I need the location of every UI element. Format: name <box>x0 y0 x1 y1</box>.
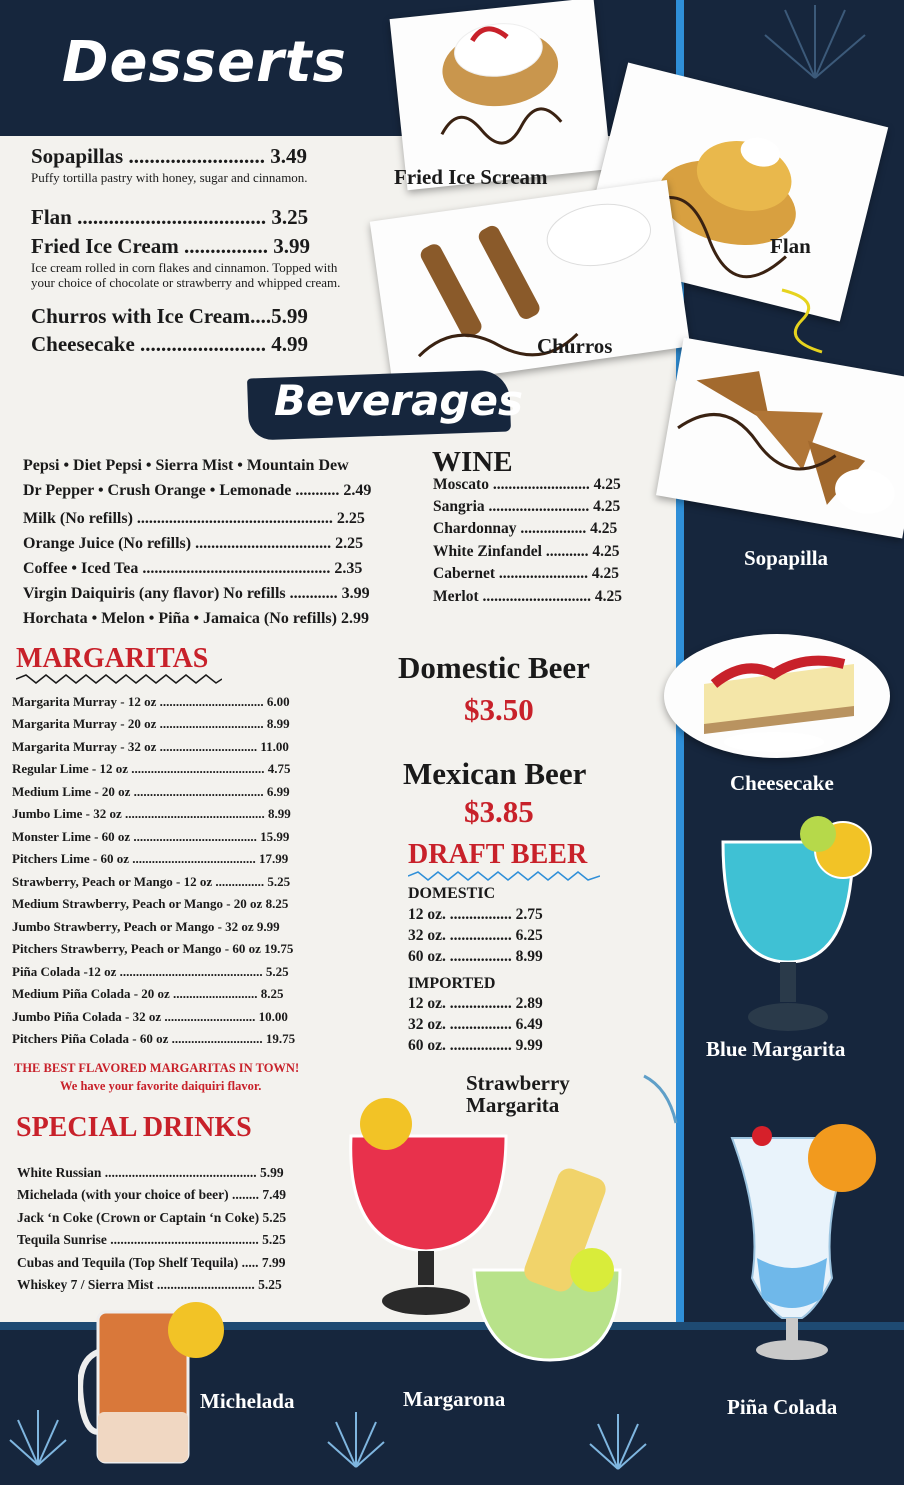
mexican-beer-price: $3.85 <box>464 794 534 829</box>
zigzag-divider <box>16 674 222 684</box>
cheesecake-plate <box>664 634 890 758</box>
dessert-item: Fried Ice Cream ................ 3.99 <box>31 234 310 258</box>
wine-item: Chardonnay ................. 4.25 <box>433 520 618 537</box>
margarita-item: Pitchers Lime - 60 oz ...................................... 17.99 <box>12 851 289 866</box>
draft-item: 12 oz. ................ 2.89 <box>408 995 543 1012</box>
photo-label-churros: Churros <box>537 334 613 358</box>
margarita-item: Jumbo Lime - 32 oz ........................................... 8.99 <box>12 806 291 821</box>
domestic-beer-heading: Domestic Beer <box>398 650 590 685</box>
swirl-icon <box>772 280 832 360</box>
margarita-item: Medium Piña Colada - 20 oz .......................... 8.25 <box>12 986 284 1001</box>
margarita-item: Margarita Murray - 20 oz ................................ 8.99 <box>12 716 290 731</box>
special-drink-item: Tequila Sunrise ............................................ 5.25 <box>17 1232 286 1247</box>
margarita-item: Margarita Murray - 12 oz ................................ 6.00 <box>12 694 290 709</box>
margarita-item: Piña Colada -12 oz ............................................ 5.25 <box>12 964 289 979</box>
wine-item: White Zinfandel ........... 4.25 <box>433 543 620 560</box>
agave-icon <box>588 1404 648 1474</box>
desserts-heading: Desserts <box>62 30 347 95</box>
beverage-line: Pepsi • Diet Pepsi • Sierra Mist • Mountain Dew <box>23 457 349 474</box>
wine-item: Moscato ......................... 4.25 <box>433 476 621 493</box>
wine-item: Merlot ............................ 4.25 <box>433 588 622 605</box>
draft-item: 12 oz. ................ 2.75 <box>408 906 543 923</box>
promo-line: THE BEST FLAVORED MARGARITAS IN TOWN! <box>14 1061 300 1075</box>
margaritas-heading: MARGARITAS <box>16 643 209 674</box>
photo-label-fried-ice-scream: Fried Ice Scream <box>394 165 548 189</box>
special-drinks-heading: SPECIAL DRINKS <box>16 1112 252 1143</box>
dessert-item: Cheesecake ........................ 4.99 <box>31 332 309 356</box>
special-drink-item: Whiskey 7 / Sierra Mist ............................. 5.25 <box>17 1277 282 1292</box>
beverage-line: Dr Pepper • Crush Orange • Lemonade ........... 2.49 <box>23 482 372 499</box>
draft-domestic-label: DOMESTIC <box>408 885 496 902</box>
cheesecake-illustration <box>664 634 890 758</box>
photo-label-blue-margarita: Blue Margarita <box>706 1037 846 1061</box>
agave-icon <box>326 1402 386 1472</box>
photo-label-strawberry-margarita: Margarita <box>466 1093 560 1117</box>
dessert-description: Puffy tortilla pastry with honey, sugar and cinnamon. <box>31 170 308 185</box>
beverages-heading: Beverages <box>274 376 523 425</box>
blue-margarita-illustration <box>718 812 878 1044</box>
margarita-item: Monster Lime - 60 oz ...................................... 15.99 <box>12 829 290 844</box>
agave-icon <box>8 1400 68 1470</box>
margarita-item: Strawberry, Peach or Mango - 12 oz ............... 5.25 <box>12 874 291 889</box>
wine-heading: WINE <box>432 446 513 478</box>
margarita-item: Medium Lime - 20 oz ........................................ 6.99 <box>12 784 290 799</box>
photo-label-pina-colada: Piña Colada <box>727 1395 838 1419</box>
photo-label-cheesecake: Cheesecake <box>730 771 834 795</box>
dessert-description: Ice cream rolled in corn flakes and cinnamon. Topped with your choice of chocolate or strawberry and whipped cream. <box>31 260 341 290</box>
fried-ice-cream-plate <box>390 0 612 190</box>
photo-label-flan: Flan <box>770 234 811 258</box>
pina-colada-illustration <box>722 1108 882 1364</box>
margarita-item: Jumbo Strawberry, Peach or Mango - 32 oz 9.99 <box>12 919 280 934</box>
beverage-line: Horchata • Melon • Piña • Jamaica (No refills) 2.99 <box>23 610 369 627</box>
draft-item: 60 oz. ................ 9.99 <box>408 1037 543 1054</box>
wine-item: Cabernet ....................... 4.25 <box>433 565 619 582</box>
draft-item: 32 oz. ................ 6.25 <box>408 927 543 944</box>
dessert-item: Sopapillas .......................... 3.49 <box>31 144 307 168</box>
margarita-item: Jumbo Piña Colada - 32 oz ............................ 10.00 <box>12 1009 288 1024</box>
special-drink-item: Michelada (with your choice of beer) ........ 7.49 <box>17 1187 286 1202</box>
churros-illustration <box>370 180 690 388</box>
mexican-beer-heading: Mexican Beer <box>403 756 587 791</box>
domestic-beer-price: $3.50 <box>464 692 534 727</box>
photo-label-margarona: Margarona <box>403 1387 506 1411</box>
wine-item: Sangria .......................... 4.25 <box>433 498 621 515</box>
beverage-line: Virgin Daiquiris (any flavor) No refills ............ 3.99 <box>23 585 370 602</box>
fried-ice-cream-illustration <box>390 0 612 190</box>
beverage-line: Orange Juice (No refills) .................................. 2.25 <box>23 535 364 552</box>
draft-item: 32 oz. ................ 6.49 <box>408 1016 543 1033</box>
margarita-item: Pitchers Strawberry, Peach or Mango - 60 oz 19.75 <box>12 941 294 956</box>
photo-label-strawberry-margarita: Strawberry <box>466 1071 570 1095</box>
special-drink-item: White Russian ............................................. 5.99 <box>17 1165 284 1180</box>
margarona-illustration <box>470 1160 646 1370</box>
beverage-line: Coffee • Iced Tea ............................................... 2.35 <box>23 560 363 577</box>
zigzag-divider <box>408 871 600 881</box>
special-drink-item: Jack ‘n Coke (Crown or Captain ‘n Coke) 5.25 <box>17 1210 287 1225</box>
draft-beer-heading: DRAFT BEER <box>408 839 588 870</box>
promo-line: We have your favorite daiquiri flavor. <box>60 1079 262 1093</box>
churros-plate <box>370 180 690 388</box>
margarita-item: Medium Strawberry, Peach or Mango - 20 oz 8.25 <box>12 896 289 911</box>
leaf-icon <box>638 1068 682 1128</box>
margarita-item: Margarita Murray - 32 oz .............................. 11.00 <box>12 739 289 754</box>
beverage-line: Milk (No refills) ................................................. 2.25 <box>23 510 365 527</box>
margarita-item: Regular Lime - 12 oz ......................................... 4.75 <box>12 761 291 776</box>
photo-label-sopapilla: Sopapilla <box>744 546 829 570</box>
dessert-item: Churros with Ice Cream....5.99 <box>31 304 308 328</box>
margarita-item: Pitchers Piña Colada - 60 oz ............................ 19.75 <box>12 1031 296 1046</box>
photo-label-michelada: Michelada <box>200 1389 295 1413</box>
dessert-item: Flan .................................... 3.25 <box>31 205 309 229</box>
draft-item: 60 oz. ................ 8.99 <box>408 948 543 965</box>
special-drink-item: Cubas and Tequila (Top Shelf Tequila) ..... 7.99 <box>17 1255 286 1270</box>
michelada-illustration <box>78 1302 228 1474</box>
agave-icon <box>760 0 870 80</box>
draft-imported-label: IMPORTED <box>408 975 496 992</box>
